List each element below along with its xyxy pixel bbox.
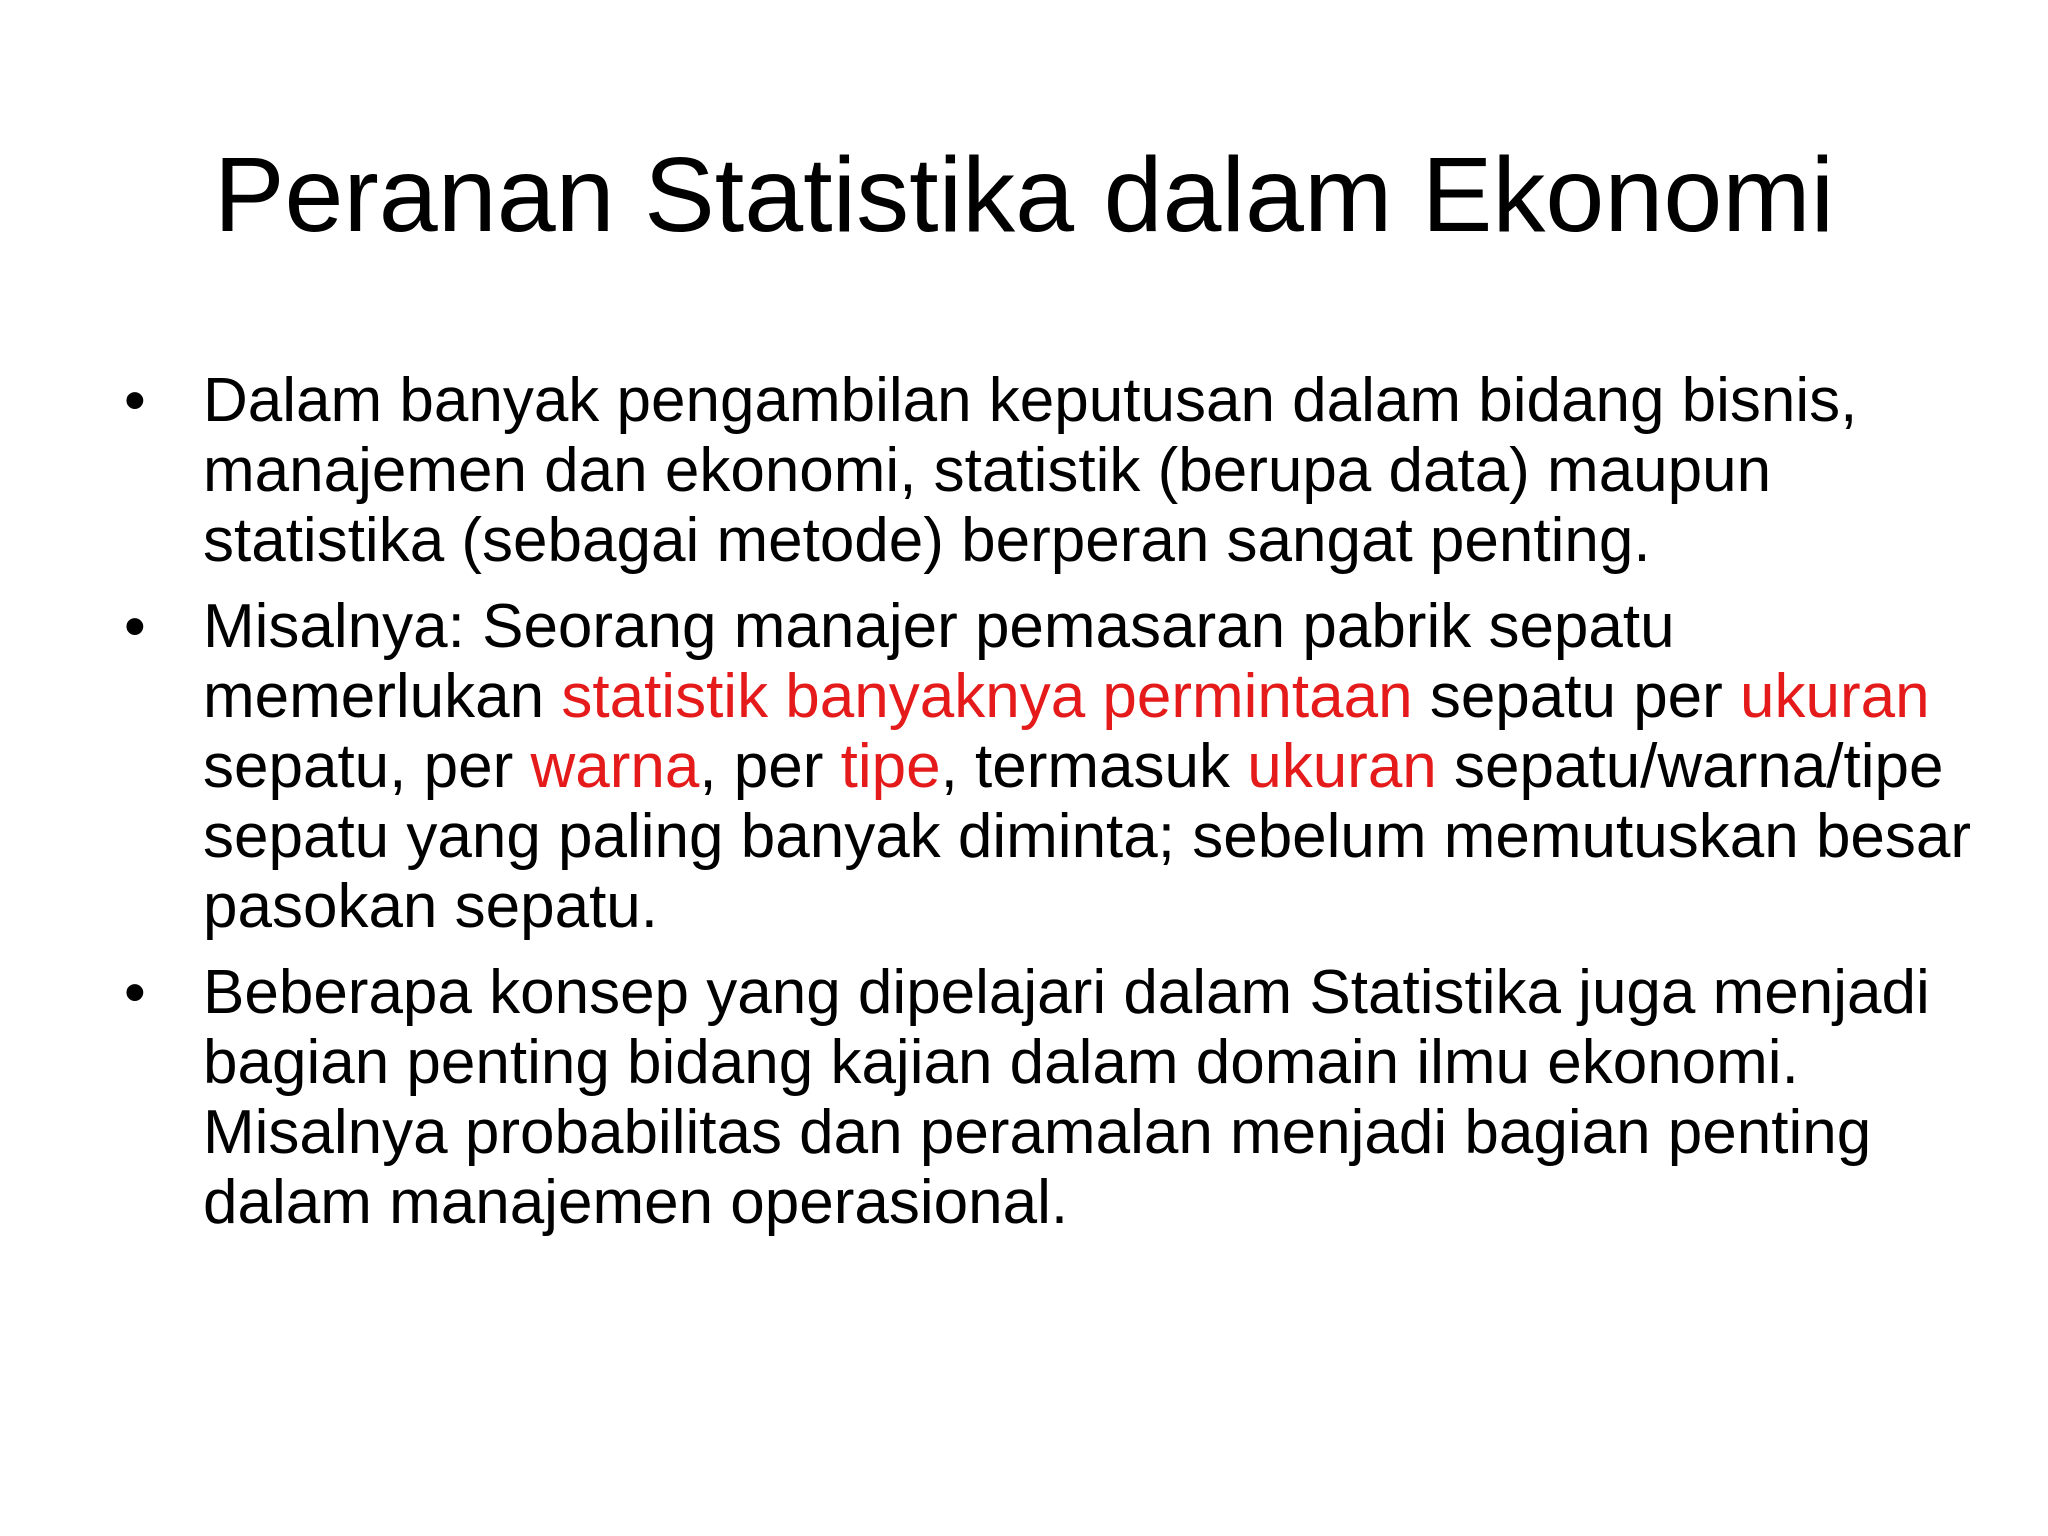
slide-title: Peranan Statistika dalam Ekonomi (213, 136, 1835, 254)
highlighted-text: tipe (840, 732, 941, 801)
bullet-dot-icon: • (124, 958, 146, 1027)
bullet-list (118, 366, 1978, 1254)
highlighted-text: ukuran (1740, 662, 1930, 731)
bullet-text-segment: sepatu per (1412, 662, 1741, 731)
bullet-text: Dalam banyak pengambilan keputusan dalam bidang bisnis, manajemen dan ekonomi, statistik (berupa data) maupun statistika (sebagai metode) berperan sangat penting. (203, 366, 1858, 575)
highlighted-text: ukuran (1247, 732, 1437, 801)
bullet-text-segment: Misalnya: Seorang manajer pemasaran pabrik sepatu memerlukan (203, 592, 1675, 731)
bullet-text-segment: , per (699, 732, 841, 801)
bullet-item-2 (118, 592, 1978, 942)
bullet-text-segment: sepatu/warna/tipe sepatu yang paling banyak diminta; sebelum memutuskan besar pasokan sepatu. (203, 732, 1972, 941)
bullet-item-1 (118, 366, 1978, 576)
highlighted-text: statistik banyaknya permintaan (561, 662, 1413, 731)
bullet-text: Beberapa konsep yang dipelajari dalam Statistika juga menjadi bagian penting bidang kajian dalam domain ilmu ekonomi. Misalnya probabilitas dan peramalan menjadi bagian penting dalam manajemen operasional. (203, 958, 1930, 1237)
bullet-item-3 (118, 958, 1978, 1238)
bullet-text-segment: sepatu, per (203, 732, 531, 801)
bullet-text-segment: , termasuk (940, 732, 1248, 801)
highlighted-text: warna (530, 732, 700, 801)
bullet-dot-icon: • (124, 592, 146, 661)
bullet-dot-icon: • (124, 366, 146, 435)
